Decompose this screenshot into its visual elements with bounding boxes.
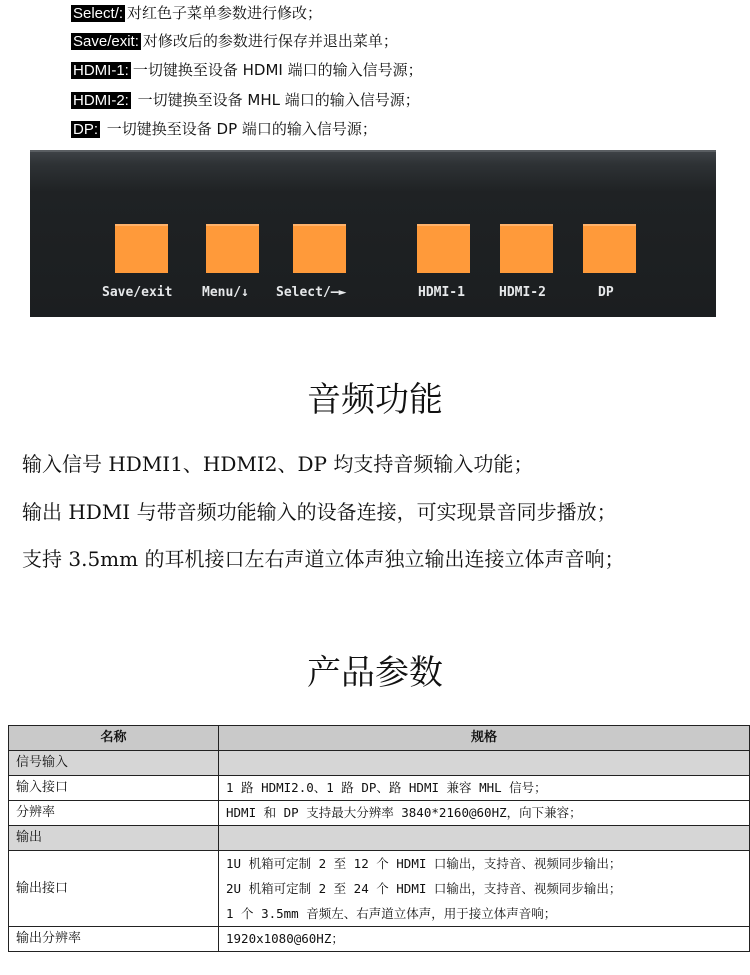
save-exit-label: Save/exit (102, 285, 173, 300)
table-row (9, 927, 750, 952)
legend-desc: 一切键换至设备 DP 端口的输入信号源； (102, 120, 377, 138)
hdmi-1-label: HDMI-1 (418, 285, 465, 300)
menu-down-button[interactable] (206, 224, 259, 273)
legend-desc: 对红色子菜单参数进行修改； (127, 4, 323, 22)
spec-line: 2U 机箱可定制 2 至 24 个 HDMI 口输出，支持音、视频同步输出； (226, 881, 622, 896)
dp-label: DP (598, 285, 614, 300)
legend-row (71, 59, 423, 81)
audio-feature-line: 输入信号 HDMI1、HDMI2、DP 均支持音频输入功能； (22, 452, 534, 476)
param-spec-cell: HDMI 和 DP 支持最大分辨率 3840*2160@60HZ，向下兼容； (219, 801, 750, 826)
param-name-cell: 输出接口 (9, 851, 219, 927)
params-section-title: 产品参数 (307, 653, 443, 693)
param-spec-cell: 1920x1080@60HZ； (219, 927, 750, 952)
section-row (9, 826, 750, 851)
hdmi-2-label: HDMI-2 (499, 285, 546, 300)
param-name-cell: 输出分辨率 (9, 927, 219, 952)
param-spec-cell (219, 851, 750, 927)
audio-section-title: 音频功能 (307, 380, 443, 420)
device-front-panel (30, 150, 716, 317)
legend-key: DP: (73, 121, 99, 138)
table-row (9, 851, 750, 927)
legend-row (71, 89, 420, 111)
audio-feature-line: 输出 HDMI 与带音频功能输入的设备连接，可实现景音同步播放； (22, 500, 617, 524)
legend-key: Save/exit: (73, 33, 139, 50)
legend-row (71, 2, 322, 24)
hdmi-1-button[interactable] (417, 224, 470, 273)
legend-key: HDMI-1: (73, 62, 129, 79)
header-spec-cell: 规格 (219, 726, 750, 751)
header-name-cell: 名称 (9, 726, 219, 751)
param-name-cell: 分辨率 (9, 801, 219, 826)
spec-table (8, 725, 750, 952)
dp-button[interactable] (583, 224, 636, 273)
param-spec-cell: 1 路 HDMI2.0、1 路 DP、路 HDMI 兼容 MHL 信号； (219, 776, 750, 801)
table-row (9, 776, 750, 801)
legend-desc: 一切键换至设备 HDMI 端口的输入信号源； (132, 61, 423, 79)
menu-down-label: Menu/↓ (202, 285, 249, 300)
hdmi-2-button[interactable] (500, 224, 553, 273)
legend-desc: 一切键换至设备 MHL 端口的输入信号源； (132, 91, 420, 109)
param-name-cell: 输入接口 (9, 776, 219, 801)
section-empty-cell (219, 826, 750, 851)
legend-row (71, 30, 398, 52)
table-row (9, 801, 750, 826)
select-right-button[interactable] (293, 224, 346, 273)
legend-key: Select/: (73, 5, 124, 22)
spec-line: 1U 机箱可定制 2 至 12 个 HDMI 口输出，支持音、视频同步输出； (226, 856, 622, 871)
section-name-cell: 信号输入 (9, 751, 219, 776)
section-empty-cell (219, 751, 750, 776)
select-right-label: Select/—► (276, 285, 347, 300)
audio-feature-line: 支持 3.5mm 的耳机接口左右声道立体声独立输出连接立体声音响； (22, 547, 625, 571)
legend-key: HDMI-2: (73, 92, 129, 109)
spec-line: 1 个 3.5mm 音频左、右声道立体声，用于接立体声音响； (226, 906, 557, 921)
table-header-row (9, 726, 750, 751)
legend-desc: 对修改后的参数进行保存并退出菜单； (142, 32, 398, 50)
legend-row (71, 118, 377, 140)
save-exit-button[interactable] (115, 224, 168, 273)
section-row (9, 751, 750, 776)
section-name-cell: 输出 (9, 826, 219, 851)
